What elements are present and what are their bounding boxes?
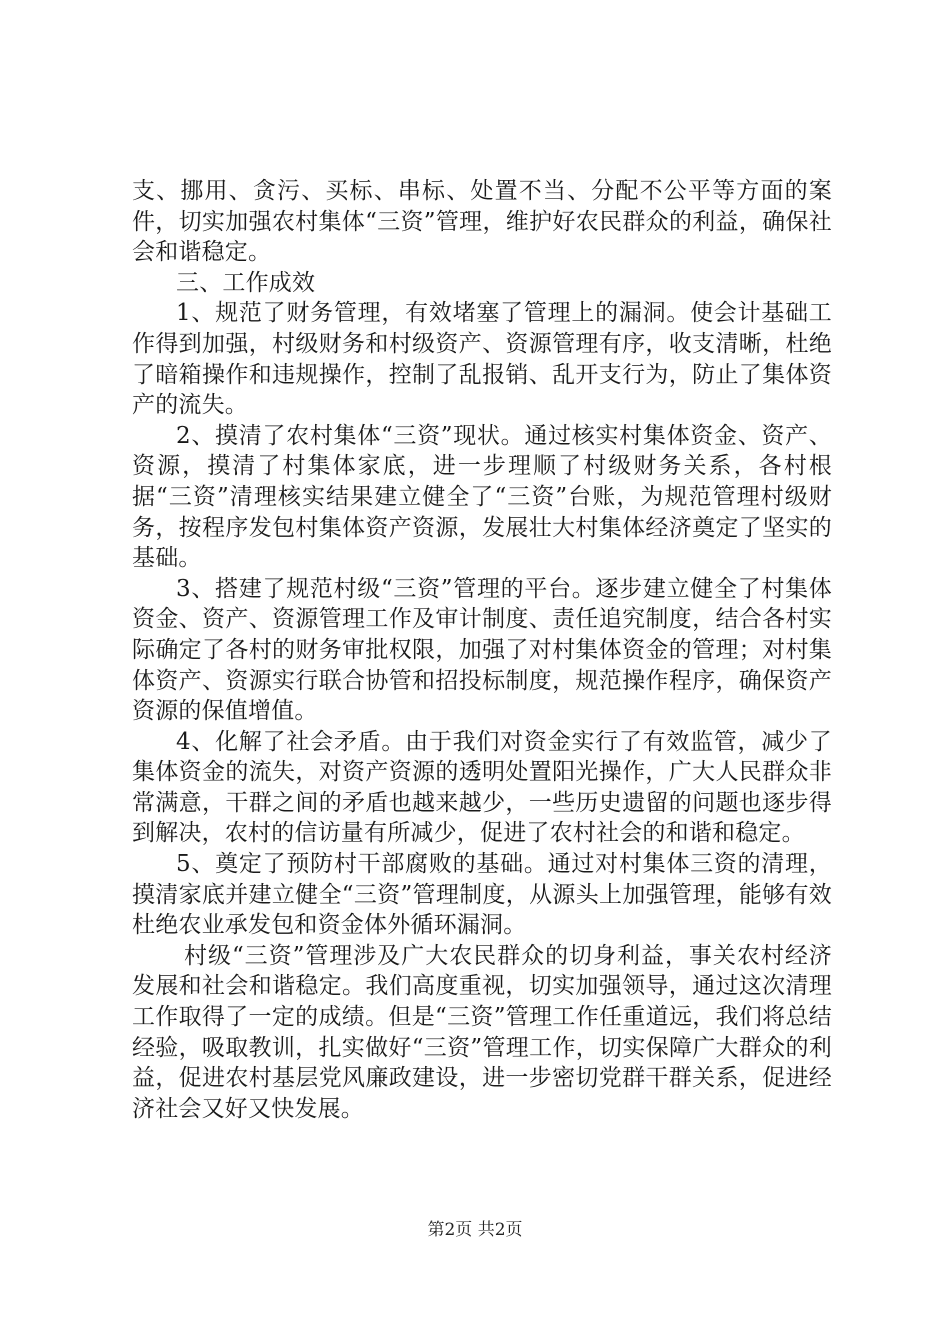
paragraph-result-3: 3、搭建了规范村级“三资”管理的平台。逐步建立健全了村集体资金、资产、资源管理工作及审计制度、责任追究制度，结合各村实际确定了各村的财务审批权限，加强了对村集体资金的管理；对村集体资产、资源实行联合协管和招投标制度，规范操作程序，确保资产资源的保值增值。 xyxy=(132,575,832,725)
paragraph-result-2: 2、摸清了农村集体“三资”现状。通过核实村集体资金、资产、资源，摸清了村集体家底，进一步理顺了村级财务关系，各村根据“三资”清理核实结果建立健全了“三资”台账，为规范管理村级财务，按程序发包村集体资产资源，发展壮大村集体经济奠定了坚实的基础。 xyxy=(132,422,832,572)
section-heading-results: 三、工作成效 xyxy=(176,269,316,296)
page-number-footer: 第2页 共2页 xyxy=(427,1220,523,1240)
paragraph-result-1: 1、规范了财务管理，有效堵塞了管理上的漏洞。使会计基础工作得到加强，村级财务和村级资产、资源管理有序，收支清晰，杜绝了暗箱操作和违规操作，控制了乱报销、乱开支行为，防止了集体资产的流失。 xyxy=(132,300,832,419)
paragraph-conclusion: 村级“三资”管理涉及广大农民群众的切身利益，事关农村经济发展和社会和谐稳定。我们高度重视，切实加强领导，通过这次清理工作取得了一定的成绩。但是“三资”管理工作任重道远，我们将总结经验，吸取教训，扎实做好“三资”管理工作，切实保障广大群众的利益，促进农村基层党风廉政建设，进一步密切党群干群关系，促进经济社会又好又快发展。 xyxy=(132,942,832,1122)
paragraph-result-4: 4、化解了社会矛盾。由于我们对资金实行了有效监管，减少了集体资金的流失，对资产资源的透明处置阳光操作，广大人民群众非常满意，干群之间的矛盾也越来越少，一些历史遗留的问题也逐步得到解决，农村的信访量有所减少，促进了农村社会的和谐和稳定。 xyxy=(132,728,832,847)
document-body xyxy=(132,176,832,1124)
paragraph-continuation: 支、挪用、贪污、买标、串标、处置不当、分配不公平等方面的案件，切实加强农村集体“三资”管理，维护好农民群众的利益，确保社会和谐稳定。 xyxy=(132,178,832,266)
paragraph-result-5: 5、奠定了预防村干部腐败的基础。通过对村集体三资的清理，摸清家底并建立健全“三资”管理制度，从源头上加强管理，能够有效杜绝农业承发包和资金体外循环漏洞。 xyxy=(132,851,832,939)
